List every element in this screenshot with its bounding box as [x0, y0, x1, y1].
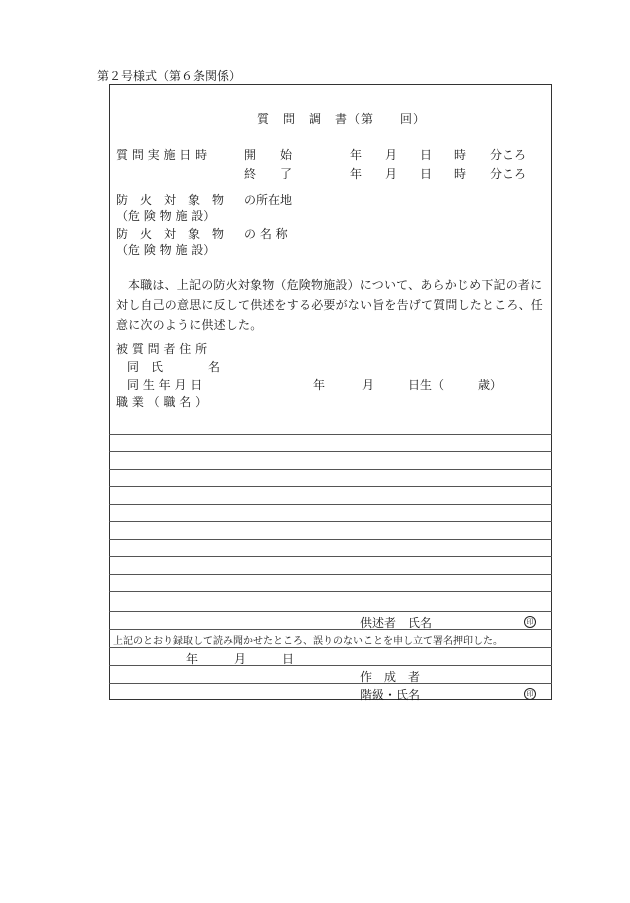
birth-year: 年 [313, 378, 326, 392]
start-minute: 分ころ [490, 148, 527, 162]
ruled-line [109, 629, 552, 630]
ruled-line [109, 521, 552, 522]
ruled-line [109, 556, 552, 557]
start-month: 月 [385, 148, 398, 162]
respondent-birth-label: 同 生 年 月 日 [127, 378, 203, 392]
ruled-line [109, 469, 552, 470]
end-day: 日 [420, 167, 433, 181]
target-field-location: の所在地 [244, 193, 293, 207]
author-label: 作 成 者 [360, 670, 421, 684]
end-year: 年 [350, 167, 363, 181]
ruled-line [109, 683, 552, 684]
birth-month: 月 [362, 378, 375, 392]
ruled-line [109, 665, 552, 666]
start-year: 年 [350, 148, 363, 162]
ruled-line [109, 591, 552, 592]
end-month: 月 [385, 167, 398, 181]
ruled-line [109, 504, 552, 505]
end-minute: 分ころ [490, 167, 527, 181]
seal-icon: 印 [524, 616, 536, 628]
ruled-line [109, 611, 552, 612]
record-year: 年 [186, 652, 199, 666]
ruled-line [109, 451, 552, 452]
start-day: 日 [420, 148, 433, 162]
rank-name-label: 階級・氏名 [360, 688, 421, 702]
respondent-name-label: 同 氏 [127, 360, 164, 374]
ruled-line [109, 486, 552, 487]
target-sub-name: （危 険 物 施 設） [116, 243, 216, 257]
target-field-name: の 名 称 [244, 227, 288, 241]
seal-icon: 印 [524, 688, 536, 700]
deponent-name-label: 供述者 氏名 [360, 616, 433, 630]
birth-age: 歳） [478, 378, 503, 392]
start-hour: 時 [454, 148, 467, 162]
ruled-line [109, 434, 552, 435]
respondent-job-label: 職 業 （ 職 名 ） [116, 395, 208, 409]
datetime-label: 質 問 実 施 日 時 [116, 148, 208, 162]
target-label-location: 防 火 対 象 物 [116, 193, 225, 207]
respondent-address-label: 被 質 問 者 住 所 [116, 342, 208, 356]
birth-day: 日生（ [408, 378, 445, 392]
target-sub-location: （危 険 物 施 設） [116, 209, 216, 223]
confirmation-text: 上記のとおり録取して読み聞かせたところ、誤りのないことを申し立て署名押印した。 [113, 636, 503, 647]
ruled-line [109, 574, 552, 575]
form-title: 質 問 調 書（第 回） [257, 112, 427, 126]
end-label: 終 了 [244, 167, 293, 181]
start-label: 開 始 [244, 148, 293, 162]
ruled-line [109, 539, 552, 540]
ruled-line [109, 647, 552, 648]
respondent-name-label-suffix: 名 [208, 360, 221, 374]
form-number: 第２号様式（第６条関係） [97, 69, 242, 83]
record-day: 日 [282, 652, 295, 666]
target-label-name: 防 火 対 象 物 [116, 227, 225, 241]
record-month: 月 [234, 652, 247, 666]
statement-paragraph: 本職は、上記の防火対象物（危険物施設）について、あらかじめ下記の者に対し自己の意思に反して供述をする必要がない旨を告げて質問したところ、任意に次のように供述した。 [116, 278, 544, 332]
end-hour: 時 [454, 167, 467, 181]
